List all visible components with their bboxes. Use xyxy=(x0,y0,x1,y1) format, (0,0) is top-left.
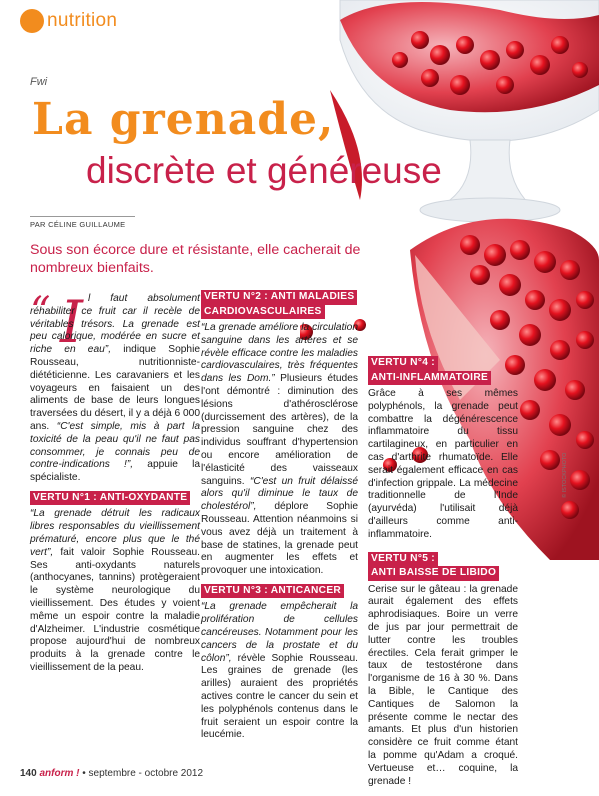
vertu3-quote: “La grenade empêcherait la prolifération de cellules cancéreuses. Notamment pour les cancers de la prostate et du côlon”, xyxy=(201,601,358,664)
column-2 xyxy=(201,291,358,742)
vertu5-heading-line1: VERTU N°5 : xyxy=(368,552,438,567)
lead-paragraph: Sous son écorce dure et résistante, elle cacherait de nombreux bienfaits. xyxy=(30,242,361,276)
vertu1-text: fait valoir Sophie Rousseau. Ses anti-oxydants naturels (anthocyanes, tannins) protègeraient le système neurologique du vieillissement. Des études y voient même un espoir contre la maladie d'Alzheimer. L'industrie cosmétique propose aujourd'hui de nombreux produits à la grenade contre le vieillissement de la peau. xyxy=(30,546,200,674)
intro-text-2: appuie la spécialiste. xyxy=(30,459,200,484)
section-label: nutrition xyxy=(47,10,118,31)
vertu3-text: révèle Sophie Rousseau. Les graines de grenade (les arilles) auraient des propriétés actives contre le cancer du sein et les polyphénols contenus dans le fruit seraient un espoir contre la leucémie. xyxy=(201,652,358,741)
vertu4-heading-line2: ANTI-INFLAMMATOIRE xyxy=(368,371,491,386)
quote-mark: “ xyxy=(30,289,51,335)
photo-credit: © ISTOCKPHOTO xyxy=(562,452,568,498)
vertu2-paragraph xyxy=(201,322,358,578)
byline-divider xyxy=(30,216,135,217)
column-1 xyxy=(30,288,200,675)
article-title: La grenade, xyxy=(32,94,335,145)
page-number: 140 xyxy=(20,768,37,779)
vertu3-heading: VERTU N°3 : ANTICANCER xyxy=(201,584,344,599)
page-footer xyxy=(20,768,203,779)
vertu5-heading-line2: ANTI BAISSE DE LIBIDO xyxy=(368,566,499,581)
section-dot-icon xyxy=(20,9,44,33)
intro-text-1: indique Sophie Rousseau, nutritionniste-diététicienne. Les caravaniers et les voyageurs en faisaient un des aliments de base de leurs longues traversées du désert, il y a déjà 6 000 ans. xyxy=(30,344,200,432)
vertu4-heading-line1: VERTU N°4 : xyxy=(368,356,438,371)
vertu2-quote-1: “La grenade améliore la circulation sanguine dans les artères et se révèle efficace contre les maladies cardiovasculaires, très fréquentes dans les Dom.” xyxy=(201,322,358,385)
kicker: Fwi xyxy=(30,76,48,88)
drop-cap: I xyxy=(60,288,83,356)
intro-quote-2: “C'est simple, mis à part la toxicité de la peau qu'il ne faut pas consommer, je connais peu de contre-indications !”, xyxy=(30,420,200,471)
vertu1-heading: VERTU N°1 : ANTI-OXYDANTE xyxy=(30,491,190,506)
magazine-name: anform ! xyxy=(39,768,80,779)
issue-date: • septembre - octobre 2012 xyxy=(82,768,204,779)
vertu2-text-1: Plusieurs études l'ont démontré : diminution des lésions d'athérosclérose (durcissement des artères), de la pression sanguine chez des individus souffrant d'hypertension ou encore amélioration de l'élasticité des vaisseaux sanguins. xyxy=(201,373,358,487)
vertu2-text-2: déplore Sophie Rousseau. Attention néanmoins si vous avez déjà un traitement à base de statines, la grenade peut en augmenter les effets et provoquer une intoxication. xyxy=(201,501,358,577)
article-subtitle: discrète et généreuse xyxy=(86,150,442,191)
vertu4-paragraph: Grâce à ses mêmes polyphénols, la grenade peut combattre la dégénérescence inflammatoire du tissu cartilagineux, en particulier en cas d'arthrite rhumatoïde. Elle serait également efficace en cas d'infection grippale. La médecine traditionnelle de l'Inde (ayurvéda) l'utilisait déjà d'ailleurs comme anti-inflammatoire. xyxy=(368,388,518,540)
intro-paragraph xyxy=(30,288,200,485)
vertu2-heading-line1: VERTU N°2 : ANTI MALADIES xyxy=(201,290,357,305)
vertu1-quote: “La grenade détruit les radicaux libres responsables du vieillissement prématuré, encore plus que le thé vert”, xyxy=(30,508,200,558)
vertu5-paragraph: Cerise sur le gâteau : la grenade aurait également des effets aphrodisiaques. Boire un verre de jus par jour permettrait de lutter contre les troubles érectiles. Cela ferait grimper le taux de testostérone dans l'organisme de 16 à 30 %. Dans la Bible, le Cantique des Cantiques de Salomon la présente comme le nectar des amants. Et plus d'un historien considère ce fruit comme étant la pomme qu'Adam a croqué. Vertueuse et… coquine, la grenade ! xyxy=(368,583,518,787)
vertu2-heading-line2: CARDIOVASCULAIRES xyxy=(201,305,325,320)
vertu3-paragraph xyxy=(201,601,358,742)
byline: PAR CÉLINE GUILLAUME xyxy=(30,220,126,229)
column-3 xyxy=(368,356,518,788)
vertu2-quote-2: “C'est un fruit délaissé alors qu'il diminue le taux de cholestérol”, xyxy=(201,475,358,513)
vertu1-paragraph xyxy=(30,508,200,674)
intro-quote-1: l faut absolument réhabiliter ce fruit car il recèle de véritables trésors. La grenade est peu calorique, modérée en sucre et riche en eau”, xyxy=(30,293,200,356)
section-tag xyxy=(0,8,117,34)
